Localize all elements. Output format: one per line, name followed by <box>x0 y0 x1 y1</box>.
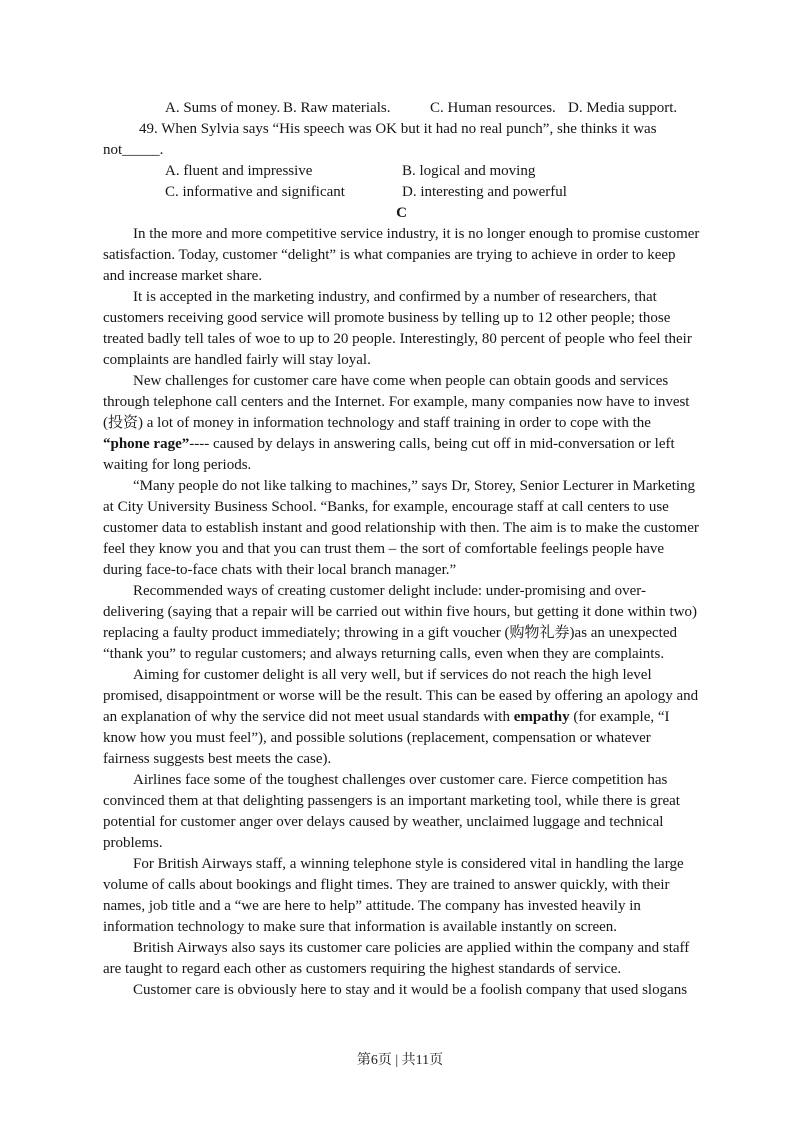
page-number-indicator: 第6页 | 共11页 <box>356 1053 444 1068</box>
passage-paragraph-2: It is accepted in the marketing industry, and confirmed by a number of researchers, that customers receiving good service will promote business by telling up to 12 other people; those treated badly tell tales of woe to up to 20 people. Interestingly, 80 percent of people who feel their complaints are handled fairly will stay loyal. <box>103 289 692 368</box>
question-48-option-c: C. Human resources. <box>430 100 556 116</box>
paragraph-text: Aiming for customer delight is all very well, but if services do not reach the high level promised, disappointment or worse will be the result. This can be eased by offering an apology and an explanation of why the service did not meet usual standards with <box>103 667 699 725</box>
bold-phrase-empathy: empathy <box>513 709 570 725</box>
question-49-option-d: D. interesting and powerful <box>402 184 567 200</box>
paragraph-text: New challenges for customer care have come when people can obtain goods and services through telephone call centers and the Internet. For example, many companies now have to invest (投资) a lot of money in information technology and staff training in order to cope with the <box>103 373 690 431</box>
question-49-options-row-2 <box>103 182 700 203</box>
passage-paragraph-5: Recommended ways of creating customer delight include: under-promising and over-delivering (saying that a repair will be carried out within five hours, but getting it done within two) replacing a faulty product immediately; throwing in a gift voucher (购物礼券)as an unexpected “thank you” to regular customers; and always returning calls, even when they are complaints. <box>103 583 698 662</box>
question-48-option-b: B. Raw materials. <box>283 100 391 116</box>
page-footer <box>0 1050 800 1071</box>
question-49-stem: 49. When Sylvia says “His speech was OK but it had no real punch”, she thinks it was <box>139 121 657 137</box>
bold-phrase-phone-rage: “phone rage” <box>103 436 190 452</box>
paragraph-text: (for example, “I know how you must feel”), and possible solutions (replacement, compensation or whatever fairness suggests best meets the case). <box>103 709 670 767</box>
passage-paragraph-8: For British Airways staff, a winning telephone style is considered vital in handling the large volume of calls about bookings and flight times. They are trained to answer quickly, with their names, job title and a “we are here to help” attitude. The company has invested heavily in information technology to make sure that information is available instantly on screen. <box>103 856 684 935</box>
question-49-option-b: B. logical and moving <box>402 163 536 179</box>
passage-paragraph-6 <box>103 665 700 770</box>
question-49-option-c: C. informative and significant <box>165 184 345 200</box>
passage-paragraph-10: Customer care is obviously here to stay and it would be a foolish company that used slogans <box>133 982 688 998</box>
passage-paragraph-4: “Many people do not like talking to machines,” says Dr, Storey, Senior Lecturer in Marketing at City University Business School. “Banks, for example, encourage staff at call centers to use customer data to establish instant and good relationship with then. The aim is to make the customer feel they know you and that you can trust them – the sort of comfortable feelings people have during face-to-face chats with their local branch manager.” <box>103 478 699 578</box>
passage-paragraph-9: British Airways also says its customer care policies are applied within the company and staff are taught to regard each other as customers requiring the highest standards of service. <box>103 940 690 977</box>
question-48-options-row <box>103 98 700 119</box>
passage-paragraph-7: Airlines face some of the toughest challenges over customer care. Fierce competition has convinced them at that delighting passengers is an important marketing tool, while there is great potential for customer anger over delays caused by weather, unclaimed luggage and technical problems. <box>103 772 680 851</box>
question-48-option-d: D. Media support. <box>568 100 678 116</box>
passage-paragraph-1: In the more and more competitive service industry, it is no longer enough to promise customer satisfaction. Today, customer “delight” is what companies are trying to achieve in order to keep and increase market share. <box>103 226 700 284</box>
question-49-stem-continuation: not_____. <box>103 142 164 158</box>
question-49-options-row-1 <box>103 161 700 182</box>
question-49-option-a: A. fluent and impressive <box>165 163 313 179</box>
passage-paragraph-3 <box>103 371 700 476</box>
question-48-option-a: A. Sums of money. <box>165 100 281 116</box>
passage-section-header: C <box>396 205 407 221</box>
paragraph-text: ---- caused by delays in answering calls, being cut off in mid-conversation or left waiting for long periods. <box>103 436 675 473</box>
page-content <box>103 98 700 1001</box>
